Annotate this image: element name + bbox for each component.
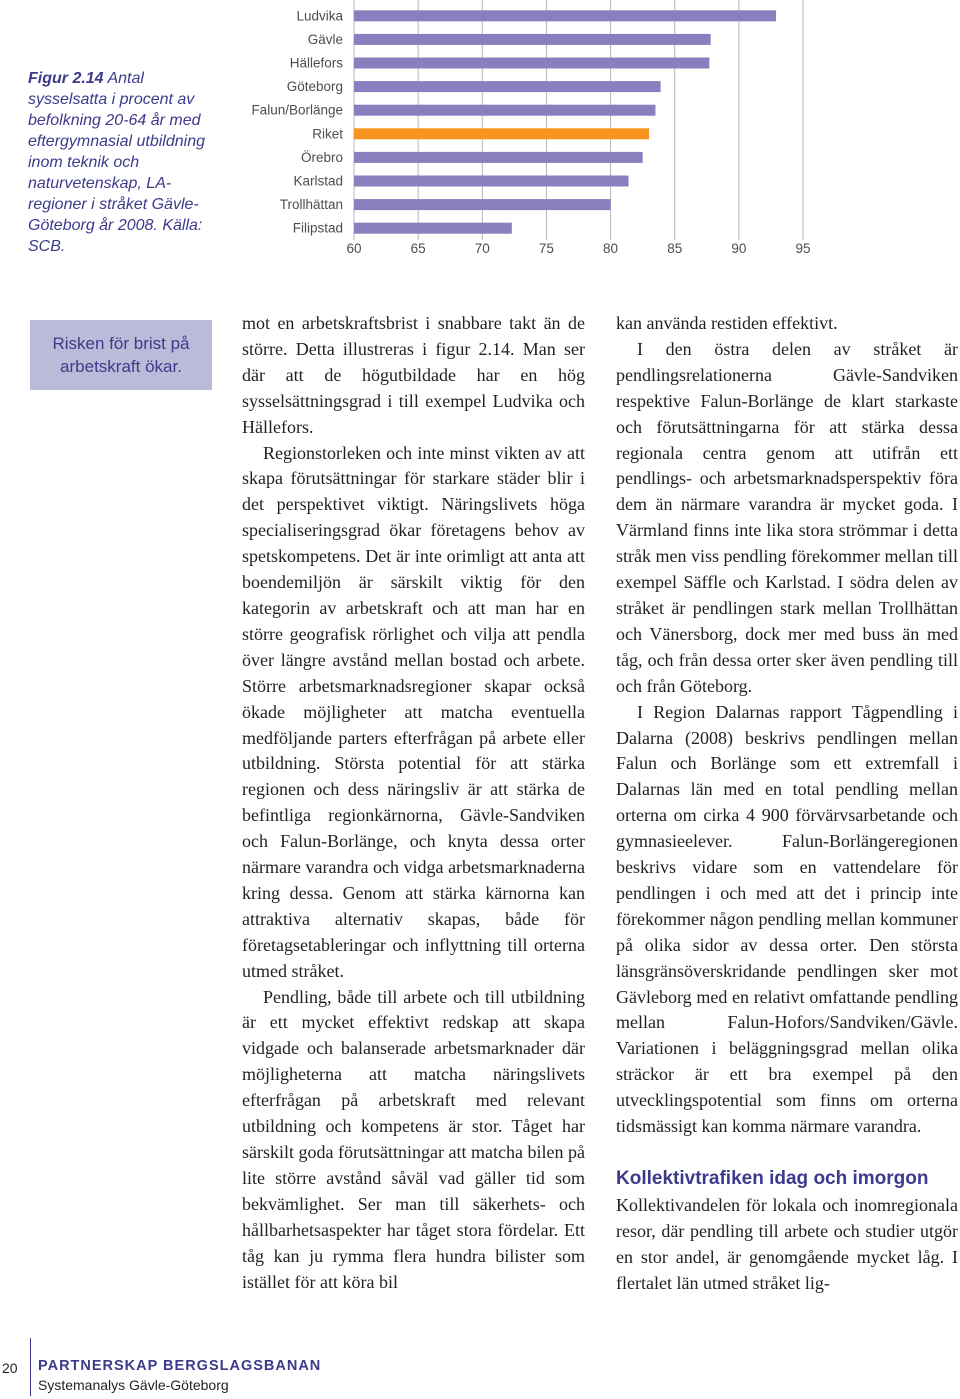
callout-box: Risken för brist på arbetskraft ökar. [30, 320, 212, 390]
paragraph: mot en arbetskraftsbrist i snabbare takt än de större. Detta illustreras i figur 2.14. Man ser där att de högutbildade har en hög sysselsättningsgrad i till exempel Ludvika och Hällefors. [242, 313, 585, 437]
category-label: Hällefors [289, 55, 343, 71]
text-column-2 [616, 311, 958, 1297]
footer-brand: PARTNERSKAP BERGSLAGSBANAN [38, 1358, 322, 1374]
footer-divider [30, 1338, 31, 1396]
bar-chart [0, 0, 960, 270]
figure-caption-text: Antal sysselsatta i procent av befolkning 20-64 år med eftergymnasial utbildning inom teknik och naturvetenskap, LA-regioner i stråket Gävle-Göteborg år 2008. Källa: SCB. [28, 70, 205, 255]
bar [354, 176, 629, 187]
x-tick-label: 90 [731, 241, 747, 256]
bar [354, 223, 512, 234]
bar [354, 81, 661, 92]
paragraph: kan använda restiden effektivt. [616, 313, 838, 333]
chart-bars [354, 10, 776, 233]
figure-label: Figur 2.14 [28, 70, 104, 87]
bar [354, 128, 649, 139]
bar [354, 152, 643, 163]
category-label: Gävle [307, 31, 343, 47]
bar [354, 105, 655, 116]
category-label: Ludvika [296, 8, 343, 24]
paragraph: Regionstorleken och inte minst vikten av att skapa förutsättningar för starkare städer blir i det perspektivet viktigt. Näringslivets höga specialiseringsgrad ökar företagens behov av spetskompetens. Det är inte orimligt att anta att boendemiljön är särskilt viktig för den kategorin av arbetskraft och att man har en större geografisk rörlighet och vilja att pendla över längre avstånd mellan bostad och arbete. Större arbetsmarknadsregioner skapar också ökade möjligheter att matcha eventuella medföljande parters efterfrågan på arbete eller utbildning. Största potential för att stärka regionen och dess näringsliv är att stärka de befintliga regionkärnorna, Gävle-Sandviken och Falun-Borlänge, och knyta dessa orter närmare varandra och vidga arbetsmarknaderna kring dessa. Genom att stärka kärnorna kan attraktiva alternativ skapas, både för företagsetableringar och inflyttning till orterna utmed stråket. [242, 442, 585, 981]
x-tick-label: 70 [474, 241, 490, 256]
x-tick-label: 75 [538, 241, 554, 256]
bar [354, 58, 709, 69]
bar [354, 199, 611, 210]
bar [354, 34, 711, 45]
x-tick-label: 60 [346, 241, 362, 256]
chart-tick-labels [346, 241, 810, 256]
paragraph: Pendling, både till arbete och till utbildning är ett mycket effektivt redskap att skapa vidgade och balanserade arbetsmarknader där möjligheterna att matcha näringslivets efterfrågan på arbetskraft med relevant utbildning och kompetens är stor. Tåget har särskilt goda förutsättningar att matcha bilen på lite större avstånd såväl vad gäller tid som bekvämlighet. Ser man till säkerhets- och hållbarhetsaspekter har tåget stora fördelar. Ett tåg kan ju rymma flera hundra bilister som istället för att köra bil [242, 986, 585, 1292]
section-heading: Kollektivtrafiken idag och imorgon [616, 1168, 929, 1189]
category-label: Karlstad [293, 173, 343, 189]
category-label: Göteborg [286, 79, 343, 95]
category-label: Falun/Borlänge [251, 102, 343, 118]
paragraph: I Region Dalarnas rapport Tågpendling i Dalarna (2008) beskrivs pendlingen mellan Falun och Borlänge som ett extremfall i Dalarnas län med en total pendling mellan orterna om cirka 4 900 förvärvsarbetande och gymnasieelever. Falun-Borlängeregionen beskrivs vidare som en vattendelare för pendlingen i och med att det i princip inte förekommer någon pendling mellan kommuner på olika sidor av dessa orter. Den största länsgränsöverskridande pendlingen sker mot Gävleborg med en relativt omfattande pendling mellan Falun-Hofors/Sandviken/Gävle. Variationen i beläggningsgrad mellan olika sträckor är ett bra exempel på den utvecklingspotential som finns om orterna tidsmässigt kan komma närmare varandra. [616, 701, 958, 1137]
footer-subtitle: Systemanalys Gävle-Göteborg [38, 1377, 229, 1393]
paragraph: Kollektivandelen för lokala och inomregionala resor, där pendling till arbete och studier utgör en stor andel, är genomgående mycket låg. I flertalet län utmed stråket lig- [616, 1195, 958, 1293]
x-tick-label: 65 [410, 241, 426, 256]
x-tick-label: 80 [603, 241, 619, 256]
category-label: Riket [312, 126, 343, 142]
category-label: Filipstad [292, 220, 343, 236]
x-tick-label: 85 [667, 241, 683, 256]
chart-category-labels [251, 8, 343, 235]
category-label: Örebro [300, 149, 343, 165]
x-tick-label: 95 [795, 241, 811, 256]
paragraph: I den östra delen av stråket är pendlingsrelationerna Gävle-Sandviken respektive Falun-Borlänge de klart starkaste och förutsättningarna för att stärka dessa regionala centra genom att utifrån ett pendlings- och arbetsmarknadsperspektiv föra dem än närmare varandra är mycket goda. I Värmland finns inte lika stora strömmar i detta stråk men viss pendling förekommer mellan till exempel Säffle och Karlstad. I södra delen av stråket är pendlingen stark mellan Trollhättan och Vänersborg, dock mer med buss än med tåg, och från dessa orter sker även pendling till och från Göteborg. [616, 338, 958, 696]
category-label: Trollhättan [279, 197, 343, 213]
text-column-1 [242, 311, 585, 1295]
page-number: 20 [2, 1360, 18, 1376]
bar [354, 10, 776, 21]
